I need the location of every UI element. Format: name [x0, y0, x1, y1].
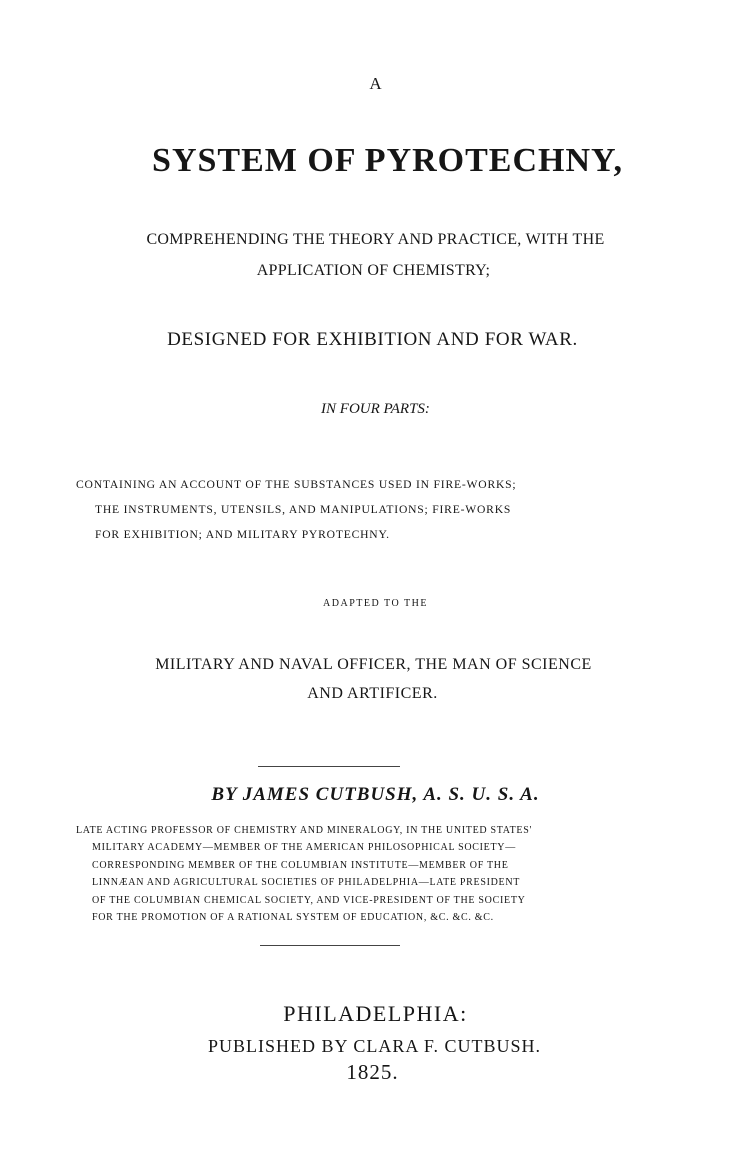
contents-line-3: FOR EXHIBITION; AND MILITARY PYROTECHNY. — [95, 528, 390, 541]
contents-line-2: THE INSTRUMENTS, UTENSILS, AND MANIPULATIONS; FIRE-WORKS — [95, 503, 512, 516]
credentials-line-4: LINNÆAN AND AGRICULTURAL SOCIETIES OF PHILADELPHIA—LATE PRESIDENT — [92, 877, 521, 889]
designed-for-line: DESIGNED FOR EXHIBITION AND FOR WAR. — [167, 329, 578, 350]
subtitle-line-1: COMPREHENDING THE THEORY AND PRACTICE, WITH THE — [146, 231, 605, 248]
subtitle-line-2: APPLICATION OF CHEMISTRY; — [256, 262, 491, 279]
credentials-line-1: LATE ACTING PROFESSOR OF CHEMISTRY AND MINERALOGY, IN THE UNITED STATES' — [76, 825, 532, 836]
publication-place: PHILADELPHIA: — [283, 1001, 468, 1026]
audience-line-2: AND ARTIFICER. — [307, 685, 438, 702]
upper-divider-rule — [258, 766, 400, 767]
title-article: A — [369, 74, 382, 93]
author-line: BY JAMES CUTBUSH, A. S. U. S. A. — [211, 784, 540, 805]
contents-line-1: CONTAINING AN ACCOUNT OF THE SUBSTANCES USED IN FIRE-WORKS; — [76, 478, 517, 491]
book-title: SYSTEM OF PYROTECHNY, — [152, 142, 623, 179]
audience-line-1: MILITARY AND NAVAL OFFICER, THE MAN OF SCIENCE — [155, 656, 592, 673]
publication-year: 1825. — [346, 1060, 399, 1084]
credentials-line-5: OF THE COLUMBIAN CHEMICAL SOCIETY, AND VICE-PRESIDENT OF THE SOCIETY — [92, 894, 526, 906]
credentials-line-2: MILITARY ACADEMY—MEMBER OF THE AMERICAN PHILOSOPHICAL SOCIETY— — [92, 842, 516, 854]
lower-divider-rule — [260, 945, 400, 946]
publisher-line: PUBLISHED BY CLARA F. CUTBUSH. — [208, 1036, 541, 1056]
adapted-to-line: ADAPTED TO THE — [323, 598, 428, 609]
credentials-line-6: FOR THE PROMOTION OF A RATIONAL SYSTEM OF EDUCATION, &C. &C. &C. — [92, 912, 494, 924]
parts-heading: IN FOUR PARTS: — [321, 401, 430, 417]
credentials-line-3: CORRESPONDING MEMBER OF THE COLUMBIAN INSTITUTE—MEMBER OF THE — [92, 859, 509, 871]
contents-description — [76, 472, 626, 547]
author-credentials — [76, 822, 624, 926]
